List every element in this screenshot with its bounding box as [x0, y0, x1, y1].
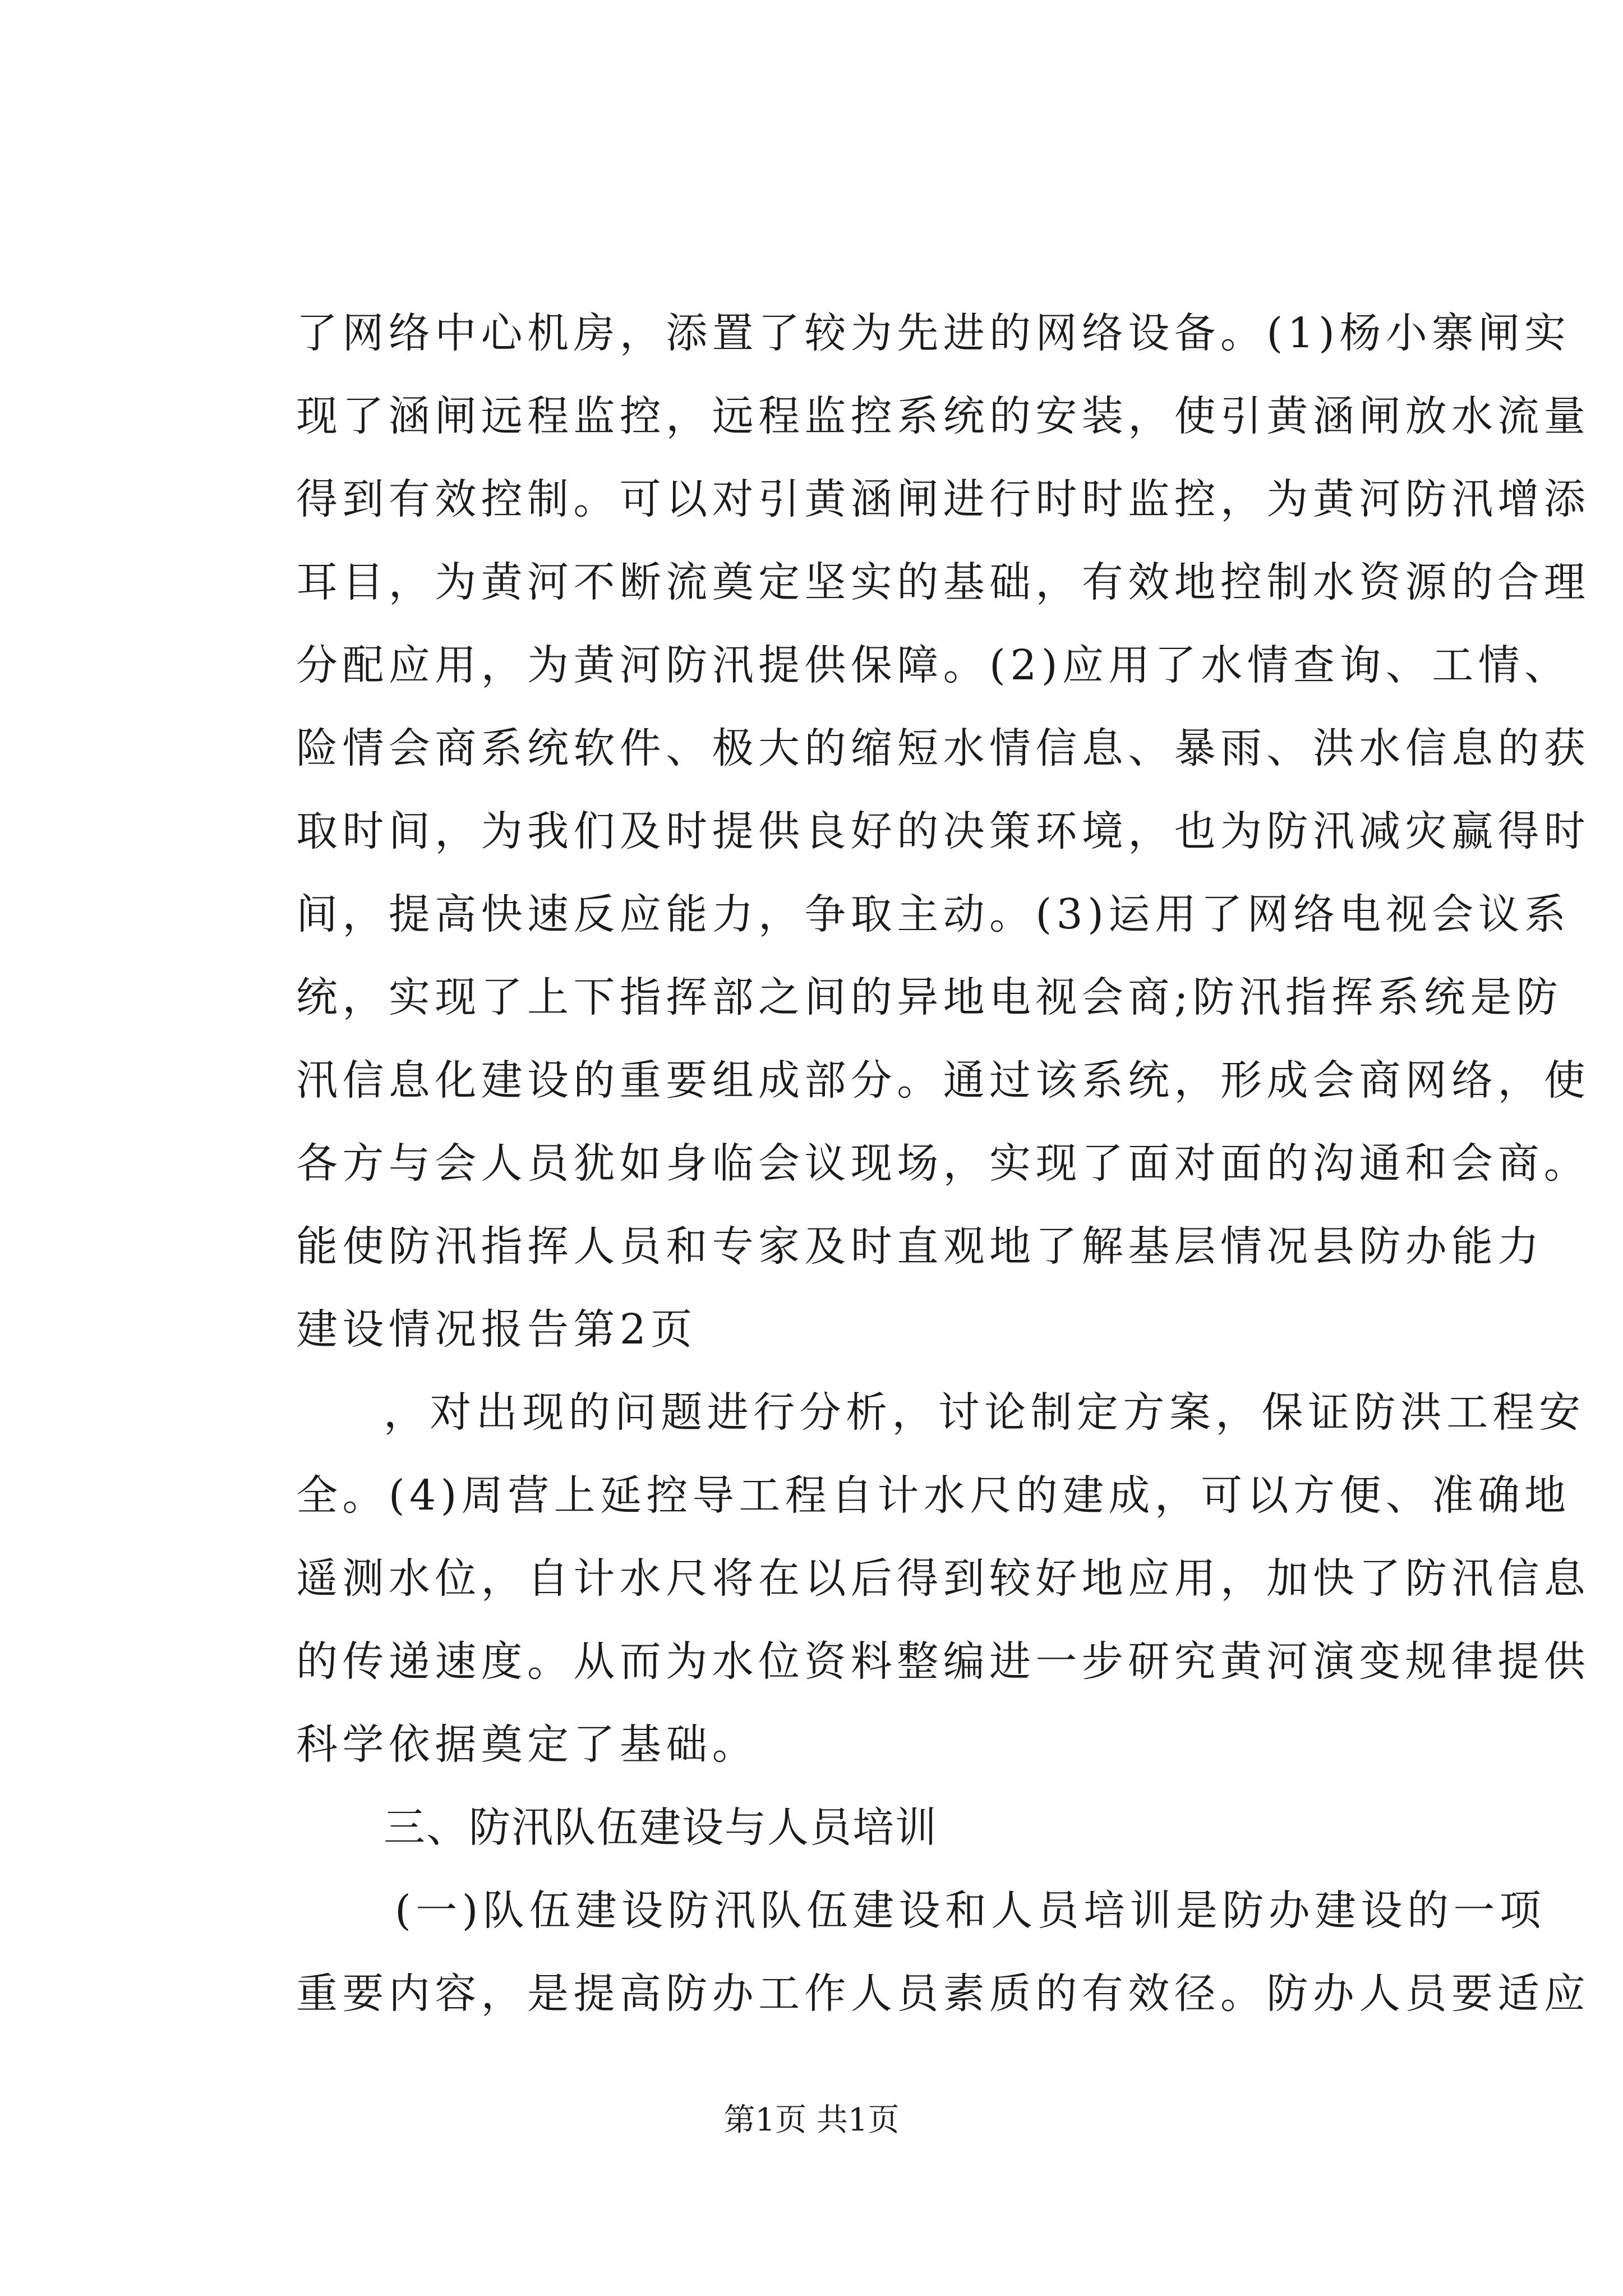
text-line: 现了涵闸远程监控，远程监控系统的安装，使引黄涵闸放水流量 — [296, 392, 1590, 440]
page-indicator: 第1页 共1页 — [723, 2102, 900, 2138]
text-line: 得到有效控制。可以对引黄涵闸进行时时监控，为黄河防汛增添 — [296, 475, 1590, 523]
text-line: 重要内容，是提高防办工作人员素质的有效径。防办人员要适应 — [296, 1970, 1590, 2018]
text-line: 能使防汛指挥人员和专家及时直观地了解基层情况县防办能力 — [296, 1222, 1544, 1271]
text-line: 间，提高快速反应能力，争取主动。(3)运用了网络电视会议系 — [296, 890, 1571, 938]
text-line: ，对出现的问题进行分析，讨论制定方案，保证防洪工程安 — [384, 1388, 1585, 1437]
text-line: 的传递速度。从而为水位资料整编进一步研究黄河演变规律提供 — [296, 1637, 1590, 1686]
text-line: 了网络中心机房，添置了较为先进的网络设备。(1)杨小寨闸实 — [296, 309, 1571, 357]
text-line: 建设情况报告第2页 — [296, 1305, 697, 1354]
document-body — [296, 292, 1590, 2035]
text-line: 汛信息化建设的重要组成部分。通过该系统，形成会商网络，使 — [296, 1056, 1590, 1105]
text-line: 各方与会人员犹如身临会议现场，实现了面对面的沟通和会商。 — [296, 1139, 1590, 1188]
text-line: (一)队伍建设防汛队伍建设和人员培训是防办建设的一项 — [395, 1887, 1546, 1935]
text-line: 险情会商系统软件、极大的缩短水情信息、暴雨、洪水信息的获 — [296, 724, 1590, 772]
text-line: 全。(4)周营上延控导工程自计水尺的建成，可以方便、准确地 — [296, 1471, 1571, 1520]
text-line: 耳目，为黄河不断流奠定坚实的基础，有效地控制水资源的合理 — [296, 558, 1590, 606]
text-line: 科学依据奠定了基础。 — [296, 1720, 758, 1769]
page-footer — [0, 2098, 1623, 2143]
text-line: 分配应用，为黄河防汛提供保障。(2)应用了水情查询、工情、 — [296, 641, 1571, 689]
text-line: 取时间，为我们及时提供良好的决策环境，也为防汛减灾赢得时 — [296, 807, 1590, 855]
text-line: 统，实现了上下指挥部之间的异地电视会商;防汛指挥系统是防 — [296, 973, 1563, 1022]
text-line: 遥测水位，自计水尺将在以后得到较好地应用，加快了防汛信息 — [296, 1554, 1590, 1603]
section-heading: 三、防汛队伍建设与人员培训 — [384, 1803, 938, 1852]
